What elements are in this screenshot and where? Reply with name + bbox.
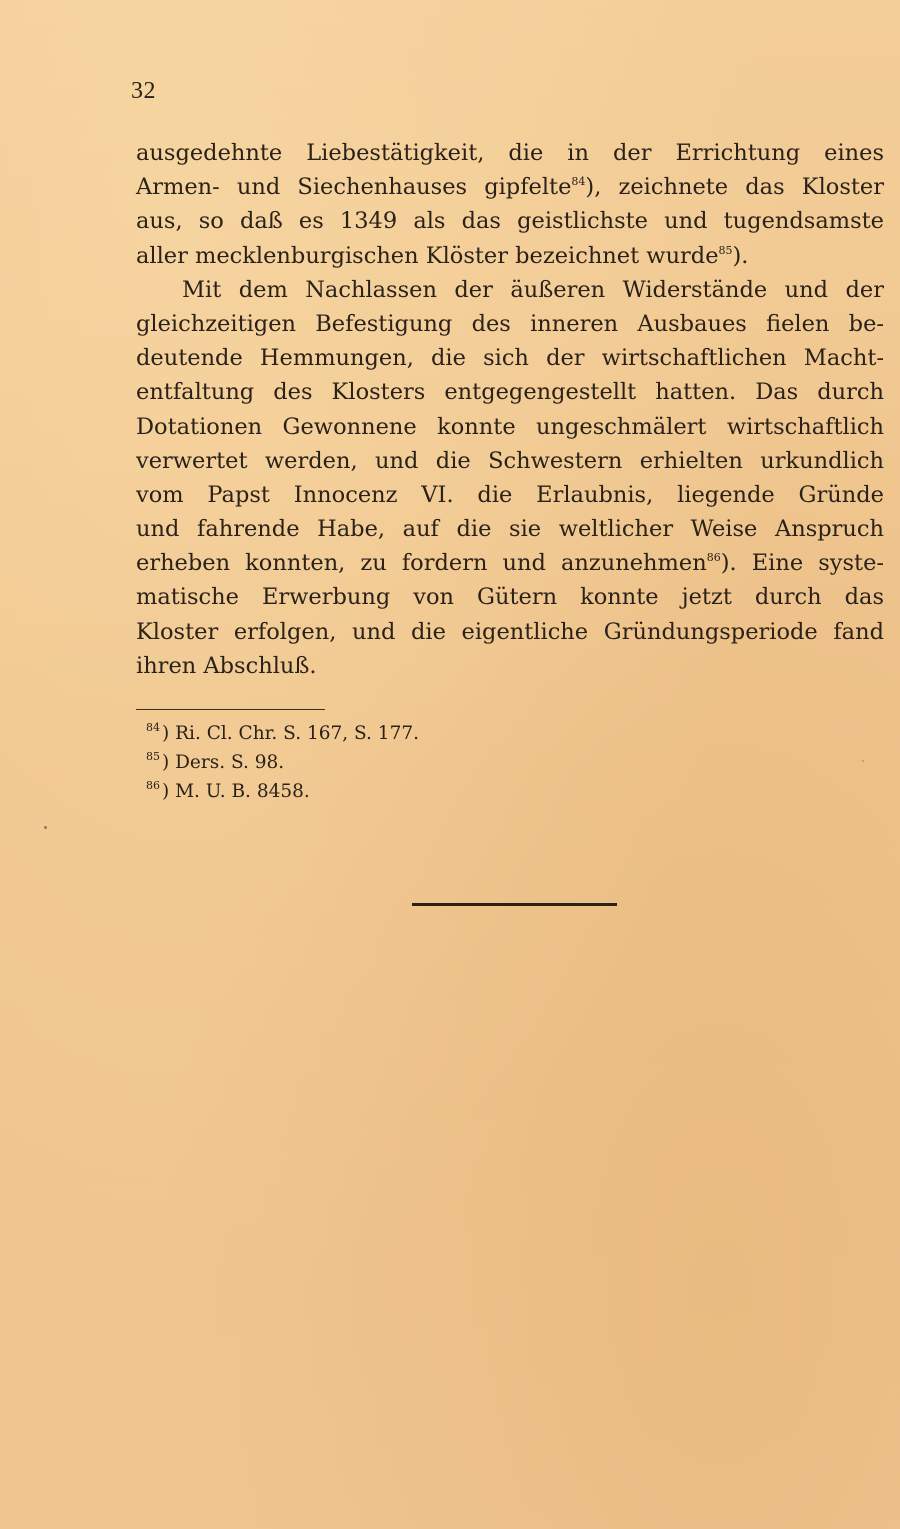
text-line-content: vom Papst Innocenz VI. die Erlaubnis, liegende Gründe — [136, 481, 884, 508]
text-line-content: Armen- und Siechenhauses gipfelte — [136, 174, 572, 201]
footnotes — [146, 713, 419, 800]
text-line — [136, 410, 884, 444]
footnote-mark: 84 — [146, 721, 160, 734]
footnote — [146, 713, 419, 742]
footnote — [146, 771, 419, 800]
footnote — [146, 742, 419, 771]
text-line — [136, 546, 884, 580]
text-line — [136, 170, 884, 204]
text-line-content: verwertet werden, und die Schwestern erhielten urkundlich — [136, 447, 884, 474]
text-line — [136, 649, 884, 683]
text-line — [136, 239, 884, 273]
footnote-reference: 85 — [718, 243, 733, 257]
text-line-content: entfaltung des Klosters entgegengestellt hatten. Das durch — [136, 379, 884, 406]
text-line — [136, 615, 884, 649]
text-line — [136, 478, 884, 512]
text-line-content: Kloster erfolgen, und die eigentliche Gründungsperiode fand — [136, 618, 884, 645]
end-of-chapter-rule — [412, 903, 617, 906]
text-line-content: gleichzeitigen Befestigung des inneren Ausbaues fielen be- — [136, 310, 884, 337]
text-line-content: und fahrende Habe, auf die sie weltlicher Weise Anspruch — [136, 516, 884, 543]
footnote-reference: 84 — [571, 175, 586, 189]
footnote-text: ) Ri. Cl. Chr. S. 167, S. 177. — [162, 723, 419, 744]
text-line — [136, 580, 884, 614]
text-line — [136, 512, 884, 546]
paper-speck — [44, 826, 47, 829]
text-line-content: ), zeichnete das Kloster — [585, 174, 884, 201]
text-line-content: Mit dem Nachlassen der äußeren Widerstände und der — [182, 276, 884, 303]
text-line-content: ). — [732, 242, 749, 269]
body-text — [136, 136, 884, 683]
text-line — [136, 375, 884, 409]
text-line-content: ). Eine syste- — [720, 550, 884, 577]
text-line — [136, 444, 884, 478]
text-line-content: matische Erwerbung von Gütern konnte jetzt durch das — [136, 584, 884, 611]
text-line — [136, 136, 884, 170]
text-line-content: deutende Hemmungen, die sich der wirtschaftlichen Macht- — [136, 345, 884, 372]
footnote-text: ) M. U. B. 8458. — [162, 781, 310, 802]
text-line-content: ihren Abschluß. — [136, 652, 317, 679]
footnote-divider — [136, 709, 325, 710]
text-line-content: aller mecklenburgischen Klöster bezeichnet wurde — [136, 242, 719, 269]
footnote-mark: 85 — [146, 750, 160, 763]
text-line — [136, 273, 884, 307]
text-line-content: erheben konnten, zu fordern und anzunehmen — [136, 550, 707, 577]
text-line-content: ausgedehnte Liebestätigkeit, die in der Errichtung eines — [136, 140, 884, 166]
paper-speck — [862, 760, 864, 762]
text-line — [136, 307, 884, 341]
footnote-reference: 86 — [706, 551, 721, 565]
page-number: 32 — [131, 78, 156, 104]
text-line-content: aus, so daß es 1349 als das geistlichste und tugendsamste — [136, 208, 884, 235]
footnote-text: ) Ders. S. 98. — [162, 752, 285, 773]
footnote-mark: 86 — [146, 779, 160, 792]
text-line — [136, 204, 884, 238]
text-line — [136, 341, 884, 375]
text-line-content: Dotationen Gewonnene konnte ungeschmälert wirtschaftlich — [136, 413, 884, 440]
